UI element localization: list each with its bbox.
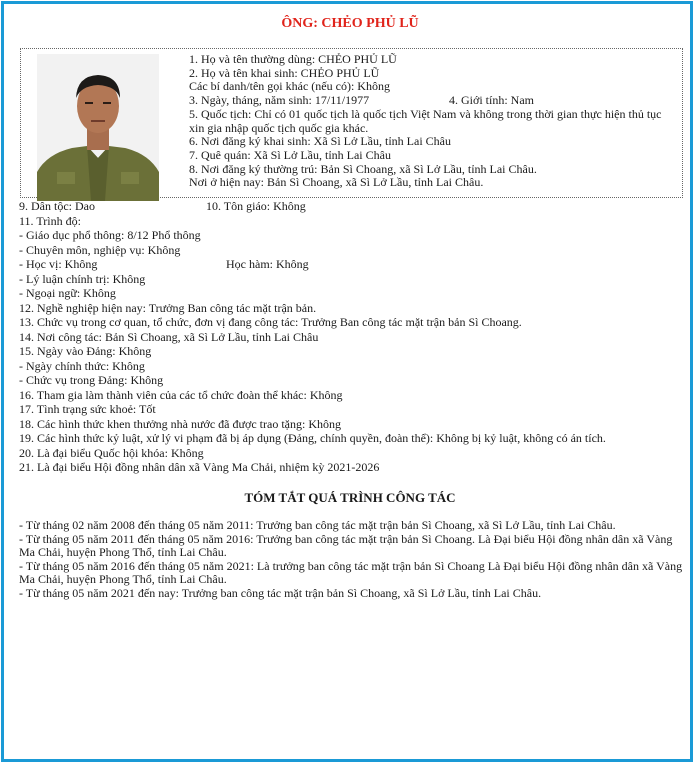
academic-degree: - Học vị: Không: [19, 257, 98, 271]
academic-title: Học hàm: Không: [226, 257, 309, 271]
history-item: - Từ tháng 05 năm 2021 đến nay: Trưởng ban công tác mặt trận bản Sì Choang, xã Sì Lở Lầu, tỉnh Lai Châu.: [19, 585, 542, 600]
info-line-7: 7. Quê quán: Xã Sì Lở Lầu, tỉnh Lai Châu: [189, 147, 391, 162]
field-row-9-10: [19, 199, 679, 214]
other-organizations: 16. Tham gia làm thành viên của các tổ chức đoàn thể khác: Không: [19, 387, 343, 402]
specialty: - Chuyên môn, nghiệp vụ: Không: [19, 242, 181, 257]
ethnicity: 9. Dân tộc: Dao: [19, 199, 95, 213]
info-box: [20, 48, 683, 198]
info-line-6: 6. Nơi đăng ký khai sinh: Xã Sì Lở Lầu, tỉnh Lai Châu: [189, 134, 451, 149]
summary-title: TÓM TẮT QUÁ TRÌNH CÔNG TÁC: [244, 490, 456, 505]
portrait-photo: [37, 54, 159, 201]
workplace: 14. Nơi công tác: Bản Sì Choang, xã Sì Lở Lầu, tỉnh Lai Châu: [19, 329, 319, 344]
health-status: 17. Tình trạng sức khoẻ: Tốt: [19, 402, 156, 416]
foreign-language: - Ngoại ngữ: Không: [19, 286, 116, 300]
people-council: 21. Là đại biểu Hội đồng nhân dân xã Vàng Ma Chải, nhiệm kỳ 2021-2026: [19, 460, 380, 474]
gender: 4. Giới tính: Nam: [449, 93, 535, 108]
degree-row: [19, 257, 679, 272]
info-line-3: Các bí danh/tên gọi khác (nếu có): Không: [189, 79, 390, 94]
disciplinary-record: 19. Các hình thức kỷ luật, xử lý vi phạm đã bị áp dụng (Đảng, chính quyền, đoàn thể): Không bị kỷ luật, không có án tích.: [19, 431, 606, 445]
political-theory: - Lý luận chính trị: Không: [19, 271, 146, 286]
info-line-1: 1. Họ và tên thường dùng: CHẺO PHỦ LŨ: [189, 52, 397, 66]
info-line-8: 8. Nơi đăng ký thường trú: Bản Sì Choang, xã Sì Lở Lầu, tỉnh Lai Châu.: [189, 161, 537, 176]
birth-date: 3. Ngày, tháng, năm sinh: 17/11/1977: [189, 93, 370, 108]
party-official-date: - Ngày chính thức: Không: [19, 358, 145, 373]
history-item: - Từ tháng 05 năm 2016 đến tháng 05 năm 2021: Là trưởng ban công tác mặt trận bản Sì Choang Là Đại biểu Hội đồng nhân dân xã Vàng Ma Chải, huyện Phong Thổ, tỉnh Lai Châu.: [19, 558, 683, 586]
party-position: - Chức vụ trong Đảng: Không: [19, 373, 164, 387]
info-line-9: Nơi ở hiện nay: Bản Sì Choang, xã Sì Lở Lầu, tỉnh Lai Châu.: [189, 175, 484, 190]
history-item: - Từ tháng 05 năm 2011 đến tháng 05 năm 2016: Trưởng ban công tác mặt trận bản Sì Choang. Là Đại biểu Hội đồng nhân dân xã Vàng Ma Chải, huyện Phong Thổ, tỉnh Lai Châu.: [19, 531, 673, 559]
national-assembly: 20. Là đại biểu Quốc hội khóa: Không: [19, 445, 204, 460]
general-education: - Giáo dục phổ thông: 8/12 Phổ thông: [19, 228, 201, 242]
state-awards: 18. Các hình thức khen thưởng nhà nước đã được trao tặng: Không: [19, 416, 341, 431]
party-join-date: 15. Ngày vào Đảng: Không: [19, 344, 152, 358]
religion: 10. Tôn giáo: Không: [206, 199, 306, 213]
info-line-5: 5. Quốc tịch: Chỉ có 01 quốc tịch là quốc tịch Việt Nam và không trong thời gian thực hiện thủ tục xin gia nhập quốc tịch quốc gia khác.: [189, 106, 662, 135]
info-line-4: [189, 94, 679, 108]
current-occupation: 12. Nghề nghiệp hiện nay: Trưởng Ban công tác mặt trận bản.: [19, 300, 317, 315]
history-item: - Từ tháng 02 năm 2008 đến tháng 05 năm 2011: Trưởng ban công tác mặt trận bản Sì Choang, xã Sì Lở Lầu, tỉnh Lai Châu.: [19, 518, 616, 532]
current-position: 13. Chức vụ trong cơ quan, tổ chức, đơn vị đang công tác: Trưởng Ban công tác mặt trận bản Sì Choang.: [19, 315, 522, 329]
education-heading: 11. Trình độ:: [19, 213, 81, 228]
profile-fields: [19, 199, 679, 475]
personal-info: [189, 53, 679, 190]
work-history: [19, 519, 687, 600]
info-line-2: 2. Họ và tên khai sinh: CHẺO PHỦ LŨ: [189, 65, 380, 80]
page-title: ÔNG: CHẺO PHỦ LŨ: [281, 16, 419, 31]
